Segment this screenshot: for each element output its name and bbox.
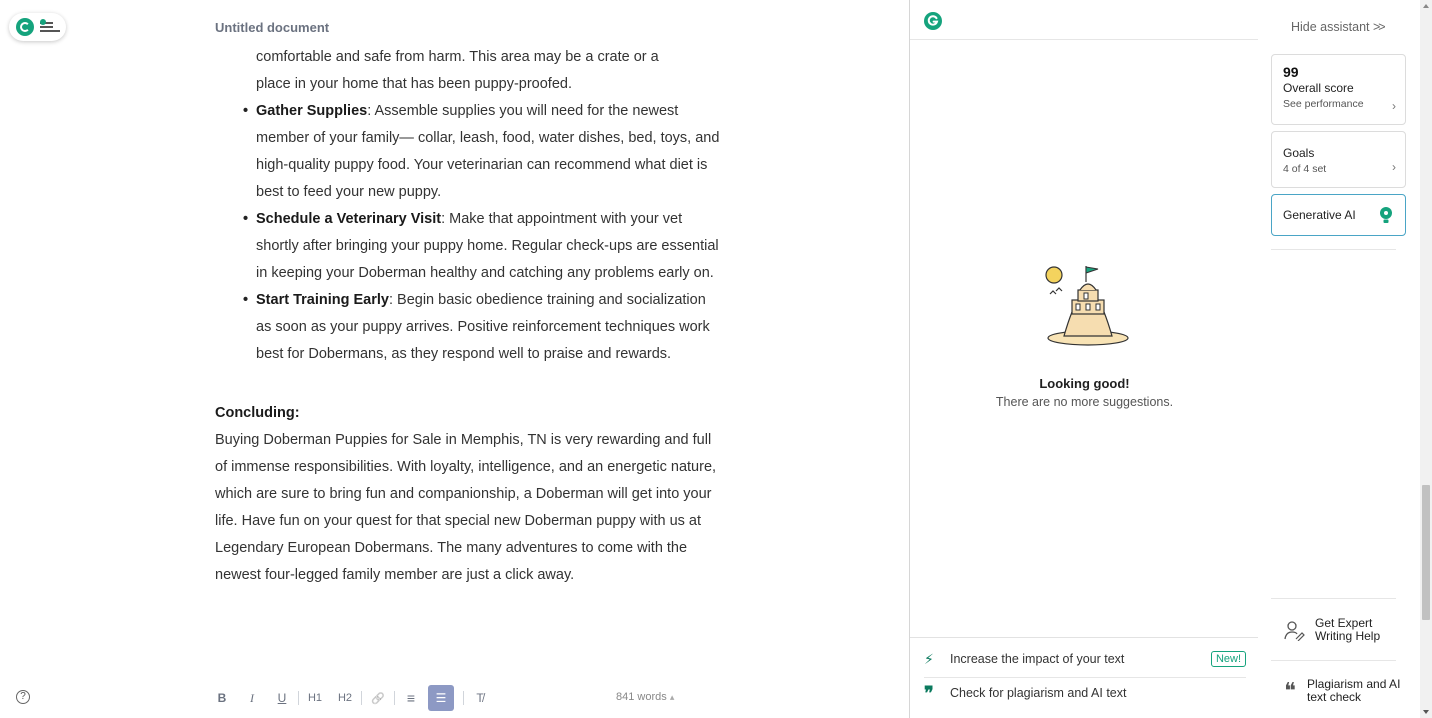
chevron-right-icon: › <box>1392 160 1396 174</box>
divider <box>1271 660 1396 661</box>
bullet-heading: Schedule a Veterinary Visit <box>256 211 442 227</box>
link-icon[interactable]: 🔗 <box>371 692 385 705</box>
lightning-icon: ⚡ <box>924 650 934 667</box>
divider <box>1271 598 1396 599</box>
goals-value: 4 of 4 set <box>1283 163 1327 175</box>
bullet-text: : Make that appointment with your vet shortly after bringing your puppy home. Regular check-ups are essential in keeping your Doberman healthy and catching any problems early on. <box>256 211 719 281</box>
toolbar-divider <box>463 691 464 705</box>
expert-writing-help-button[interactable] <box>1283 617 1403 643</box>
bold-button[interactable]: B <box>217 691 227 705</box>
expert-writing-help-label: Get Expert Writing Help <box>1315 616 1381 643</box>
hide-assistant-label: Hide assistant <box>1291 20 1370 34</box>
sandcastle-illustration-icon <box>1042 262 1132 350</box>
plagiarism-check-button[interactable] <box>924 677 1246 709</box>
underline-button[interactable]: U <box>277 691 287 705</box>
bulleted-list-icon[interactable]: ☰ <box>428 685 454 711</box>
increase-impact-button[interactable] <box>924 643 1246 675</box>
expert-person-icon <box>1283 619 1305 642</box>
word-count[interactable] <box>616 691 674 703</box>
toolbar-divider <box>361 691 362 705</box>
page-scrollbar[interactable] <box>1420 0 1432 718</box>
status-title: Looking good! <box>1039 376 1130 391</box>
chevron-right-icon: › <box>1392 99 1396 113</box>
increase-impact-label: Increase the impact of your text <box>950 652 1125 666</box>
list-item <box>256 98 725 206</box>
italic-button[interactable]: I <box>250 690 254 705</box>
bullet-text: : Begin basic obedience training and socialization as soon as your puppy arrives. Positive reinforcement techniques work best for Dobermans, as they respond well to praise and rewards. <box>256 292 710 362</box>
scroll-down-icon[interactable] <box>1423 710 1429 714</box>
heading2-button[interactable]: H2 <box>337 692 353 704</box>
bullet-heading: Start Training Early <box>256 292 389 308</box>
double-chevron-right-icon: >> <box>1373 20 1384 34</box>
ordered-list-icon[interactable]: ≡ <box>406 690 416 706</box>
word-count-label: 841 words <box>616 691 667 703</box>
goals-label: Goals <box>1283 146 1315 160</box>
divider <box>1271 249 1396 250</box>
divider <box>910 637 1259 638</box>
score-label: Overall score <box>1283 81 1354 95</box>
plagiarism-check-label: Check for plagiarism and AI text <box>950 686 1127 700</box>
see-performance-link[interactable]: See performance <box>1283 98 1364 110</box>
quote-icon: ❝ <box>1284 678 1296 704</box>
plagiarism-ai-check-button[interactable] <box>1283 678 1403 704</box>
new-badge: New! <box>1211 651 1246 667</box>
bullet-list <box>215 98 725 368</box>
grammarly-logo-icon <box>924 12 942 30</box>
toolbar-divider <box>394 691 395 705</box>
grammarly-menu-button[interactable] <box>9 13 66 41</box>
hide-assistant-button[interactable] <box>1291 20 1384 34</box>
divider <box>910 39 1258 40</box>
plagiarism-ai-check-label: Plagiarism and AI text check <box>1307 677 1401 704</box>
quote-icon: ❞ <box>924 682 934 704</box>
document-title[interactable]: Untitled document <box>215 20 330 35</box>
assistant-sidebar <box>1258 0 1420 718</box>
toolbar-divider <box>298 691 299 705</box>
assistant-panel <box>909 0 1258 718</box>
heading1-button[interactable]: H1 <box>307 692 323 704</box>
format-toolbar <box>207 684 495 712</box>
list-item <box>256 287 725 368</box>
score-value: 99 <box>1283 64 1299 80</box>
lightbulb-icon <box>1379 207 1393 224</box>
overall-score-card[interactable] <box>1271 54 1406 125</box>
scrollbar-thumb[interactable] <box>1422 485 1430 620</box>
text-line: comfortable and safe from harm. This area may be a crate or a <box>256 49 659 65</box>
help-icon[interactable]: ? <box>16 690 30 704</box>
text-line: place in your home that has been puppy-proofed. <box>256 76 572 92</box>
generative-ai-label: Generative AI <box>1283 208 1356 222</box>
goals-card[interactable] <box>1271 131 1406 188</box>
conclusion-paragraph: Buying Doberman Puppies for Sale in Memphis, TN is very rewarding and full of immense responsibilities. With loyalty, intelligence, and an energetic nature, which are sure to bring fun and companionship, a Doberman will get into your life. Have fun on your quest for that special new Doberman puppy with us at Legendary European Dobermans. The many adventures to come with the newest four-legged family member are just a click away. <box>215 432 717 583</box>
menu-lines-icon <box>40 20 60 34</box>
bullet-heading: Gather Supplies <box>256 103 368 119</box>
list-item <box>256 206 725 287</box>
clear-format-icon[interactable]: T̸ <box>476 691 484 705</box>
grammarly-logo-icon <box>16 18 34 36</box>
conclusion-heading: Concluding: <box>215 405 300 421</box>
scroll-up-icon[interactable] <box>1423 4 1429 8</box>
document-body[interactable] <box>215 44 725 589</box>
bullet-text: : Assemble supplies you will need for the newest member of your family— collar, leash, food, water dishes, bed, toys, and high-quality puppy food. Your veterinarian can recommend what diet is best to feed your new puppy. <box>256 103 720 200</box>
caret-up-icon: ▴ <box>669 692 675 702</box>
generative-ai-button[interactable] <box>1271 194 1406 236</box>
status-subtitle: There are no more suggestions. <box>995 395 1174 409</box>
